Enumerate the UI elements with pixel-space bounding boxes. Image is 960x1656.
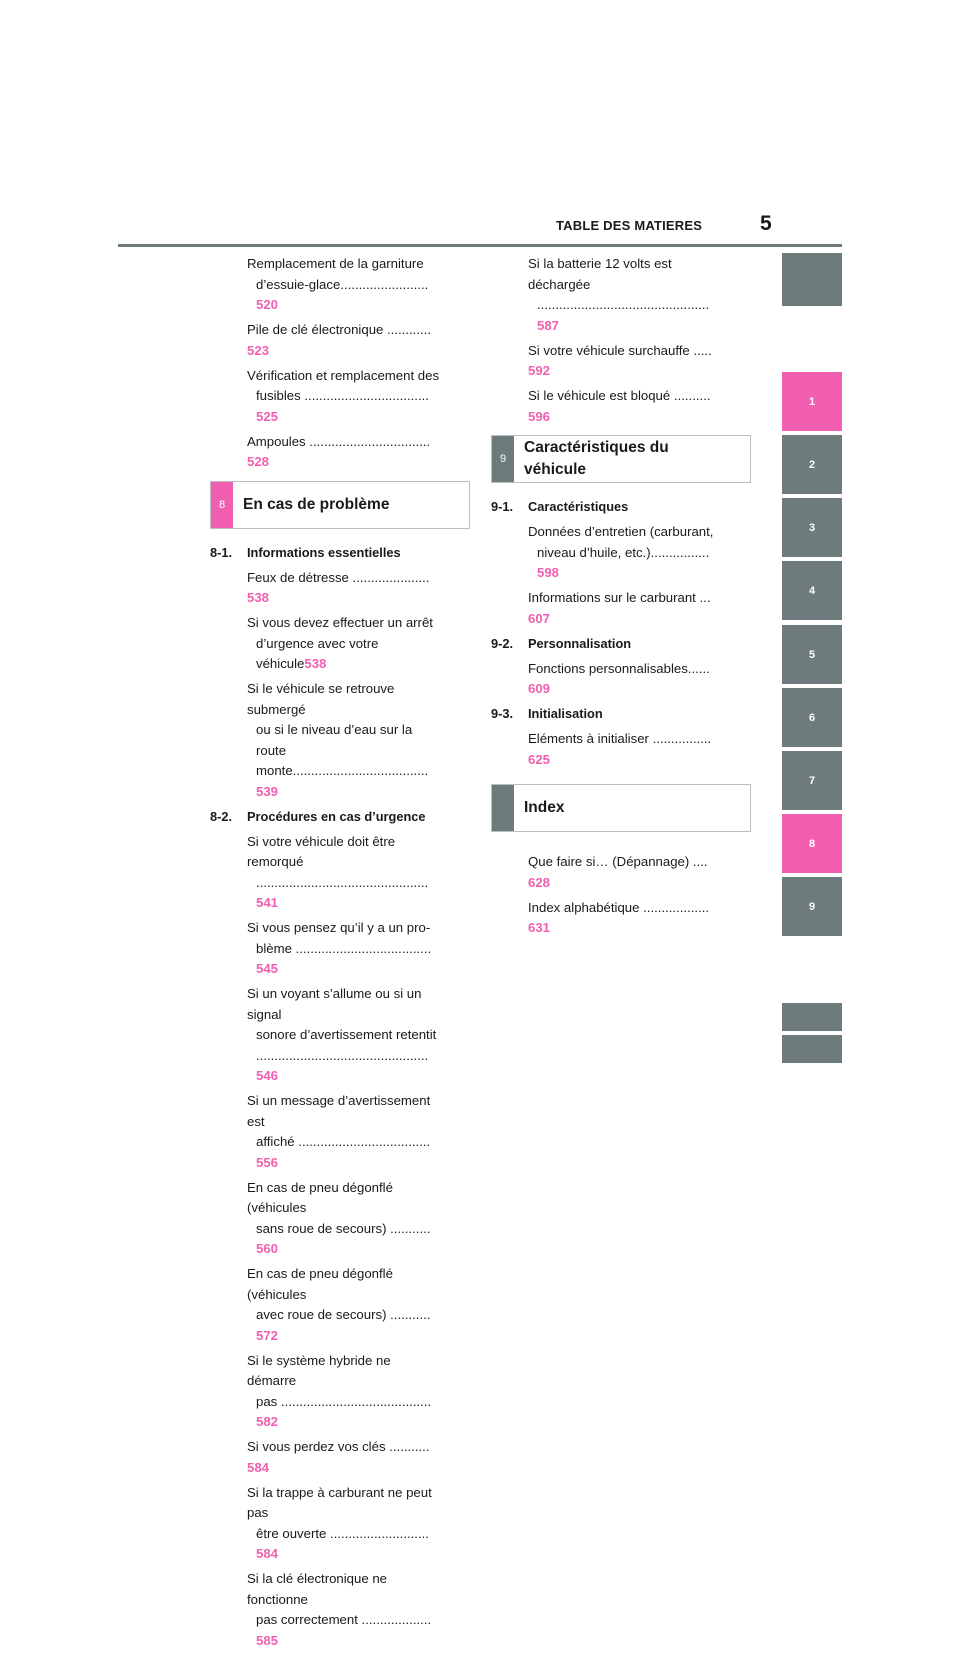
page-link[interactable]: 541 (256, 895, 279, 910)
page-link[interactable]: 584 (256, 1546, 279, 1561)
toc-entry[interactable]: Si vous devez effectuer un arrêt d’urgence avec votre véhicule538 (247, 615, 433, 671)
page-link[interactable]: 607 (528, 610, 551, 626)
page-link[interactable]: 625 (528, 751, 551, 767)
page-link[interactable]: 631 (528, 920, 551, 935)
page-link[interactable]: 520 (256, 297, 279, 312)
side-tab-1[interactable]: 1 (782, 372, 842, 431)
page-link[interactable]: 598 (537, 565, 560, 580)
index-header[interactable] (491, 784, 751, 832)
toc-entry[interactable]: Feux de détresse ..................... 538 (247, 569, 430, 605)
toc-entry[interactable]: Eléments à initialiser ................ 625 (528, 731, 712, 767)
chapter-title: Caractéristiques du véhicule (524, 439, 669, 478)
page-link[interactable]: 560 (256, 1241, 279, 1256)
toc-entry[interactable]: Index alphabétique .................. 631 (528, 899, 710, 935)
toc-entry[interactable]: Si un voyant s’allume ou si un signal sonore d’avertissement retentit ............................................... 546 (247, 986, 437, 1083)
toc-entry[interactable]: Si le système hybride ne démarre pas ......................................... 582 (247, 1352, 432, 1429)
page-header-title: TABLE DES MATIERES (556, 218, 703, 233)
chapter-9-header[interactable] (491, 435, 751, 483)
chapter-title: En cas de problème (243, 495, 390, 513)
page-link[interactable]: 523 (247, 342, 270, 358)
side-tab-blank-b[interactable] (782, 1035, 842, 1063)
toc-entry[interactable]: Si votre véhicule doit être remorqué ............................................... 541 (247, 833, 429, 910)
side-tab-5[interactable]: 5 (782, 625, 842, 684)
header-rule (118, 244, 842, 247)
toc-entry[interactable]: Si la trappe à carburant ne peut pas être ouverte ........................... 584 (247, 1484, 432, 1561)
page-number: 5 (760, 212, 772, 235)
page-link[interactable]: 539 (256, 783, 279, 799)
toc-entry[interactable]: Données d’entretien (carburant, niveau d’huile, etc.)................ 598 (528, 524, 714, 580)
toc-column-right (491, 254, 723, 943)
section-heading: 9-1. Caractéristiques (491, 499, 629, 514)
toc-entry[interactable]: Si le véhicule se retrouve submergé ou si le niveau d’eau sur la route monte..................................... 539 (247, 681, 429, 799)
section-heading: 8-2. Procédures en cas d’urgence (210, 808, 426, 824)
side-tab-2[interactable]: 2 (782, 435, 842, 494)
page-link[interactable]: 525 (256, 408, 279, 424)
chapter-tab: 9 (492, 436, 514, 482)
side-tab-4[interactable]: 4 (782, 561, 842, 620)
toc-column-left (210, 254, 442, 1656)
side-tab-8[interactable]: 8 (782, 814, 842, 873)
page-link[interactable]: 592 (528, 363, 551, 378)
toc-entry[interactable]: Si vous pensez qu’il y a un pro- blème ..................................... 545 (247, 920, 432, 976)
toc-entry[interactable]: Ampoules ................................. 528 (247, 433, 431, 469)
section-heading: 8-1. Informations essentielles (210, 544, 401, 560)
toc-entry[interactable]: Fonctions personnalisables...... 609 (528, 660, 710, 696)
toc-entry[interactable]: Pile de clé électronique ............ 523 (247, 322, 431, 358)
page-link[interactable]: 528 (247, 454, 270, 469)
chapter-title: Index (524, 799, 565, 816)
section-heading: 9-2. Personnalisation (491, 635, 632, 651)
page-link[interactable]: 546 (256, 1068, 279, 1083)
page-link[interactable]: 596 (528, 408, 551, 424)
side-tab-blank-a[interactable] (782, 1003, 842, 1031)
page-link[interactable]: 584 (247, 1459, 270, 1475)
page-link[interactable]: 538 (247, 590, 270, 605)
page-link[interactable]: 538 (304, 656, 327, 671)
toc-entry[interactable]: Vérification et remplacement des fusibles .................................. 525 (247, 367, 440, 424)
toc-entry[interactable]: Informations sur le carburant ... 607 (528, 590, 711, 626)
page-link[interactable]: 585 (256, 1632, 279, 1648)
page-link[interactable]: 572 (256, 1327, 279, 1343)
toc-entry[interactable]: Si votre véhicule surchauffe ..... 592 (528, 342, 712, 378)
page-link[interactable]: 582 (256, 1414, 279, 1429)
side-tab-9[interactable]: 9 (782, 877, 842, 936)
toc-entry[interactable]: Si vous perdez vos clés ........... 584 (247, 1439, 430, 1475)
page-link[interactable]: 609 (528, 681, 551, 696)
toc-entry[interactable]: Remplacement de la garniture d’essuie-glace........................ 520 (247, 256, 429, 312)
section-heading: 9-3. Initialisation (491, 706, 603, 721)
side-tab-blank-top[interactable] (782, 253, 842, 306)
page-link[interactable]: 545 (256, 961, 279, 976)
chapter-8-header[interactable] (210, 481, 470, 529)
side-tab-6[interactable]: 6 (782, 688, 842, 747)
side-tab-3[interactable]: 3 (782, 498, 842, 557)
chapter-tab: 8 (211, 482, 233, 528)
toc-entry[interactable]: Si la clé électronique ne fonctionne pas correctement ................... 585 (247, 1571, 432, 1648)
chapter-tab (492, 785, 514, 831)
toc-entry[interactable]: Si le véhicule est bloqué .......... 596 (528, 388, 711, 424)
toc-entry[interactable]: En cas de pneu dégonflé (véhicules sans roue de secours) ........... 560 (247, 1179, 431, 1256)
toc-entry[interactable]: Si un message d’avertissement est affiché .................................... 556 (247, 1093, 431, 1170)
toc-entry[interactable]: Que faire si… (Dépannage) .... 628 (528, 854, 708, 890)
page-link[interactable]: 556 (256, 1154, 279, 1170)
page-link[interactable]: 628 (528, 874, 551, 890)
toc-entry[interactable]: Si la batterie 12 volts est déchargée ............................................... 587 (528, 256, 710, 333)
side-tab-7[interactable]: 7 (782, 751, 842, 810)
page-link[interactable]: 587 (537, 317, 560, 333)
toc-entry[interactable]: En cas de pneu dégonflé (véhicules avec roue de secours) ........... 572 (247, 1266, 431, 1343)
